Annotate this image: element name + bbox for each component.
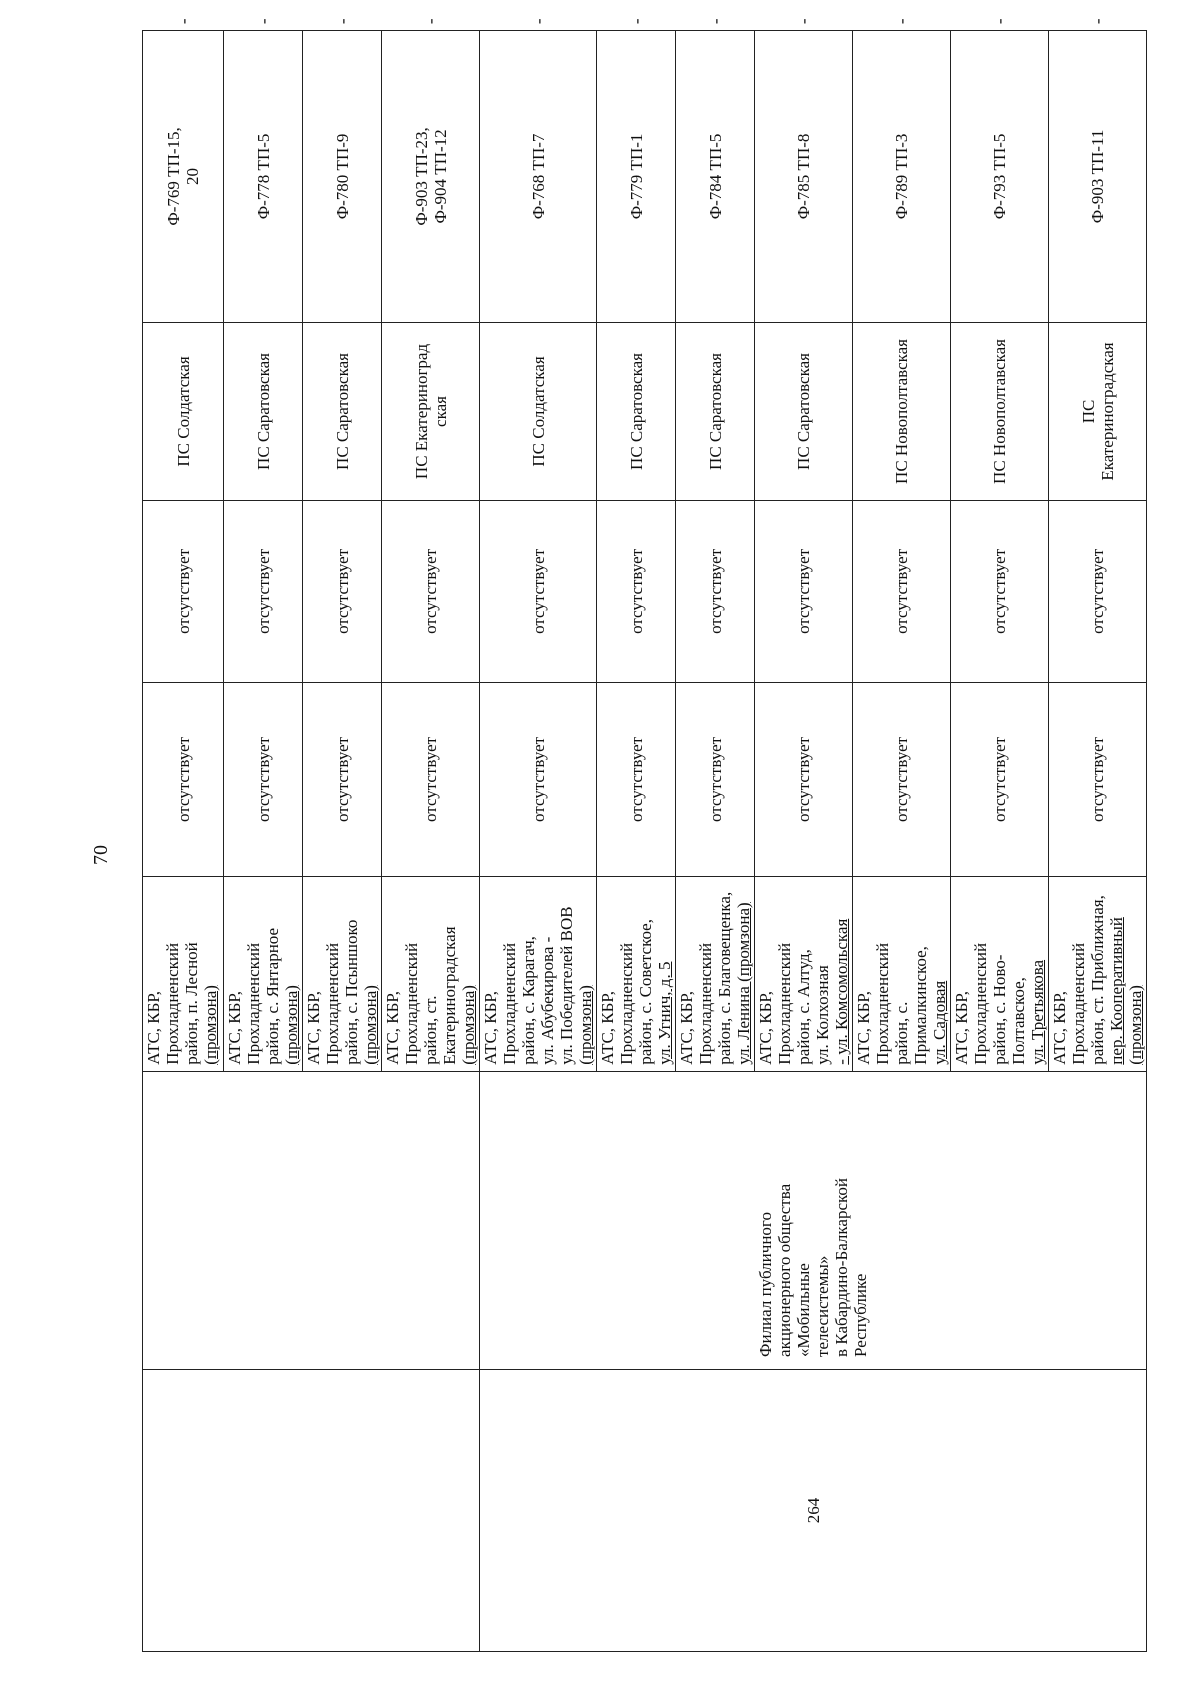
address-line: ул. Ленина (промзона) xyxy=(734,902,753,1065)
substation-line: ПС Саратовская xyxy=(794,353,813,470)
feeder-line: Ф-768 ТП-7 xyxy=(528,133,548,220)
feeder-line: Ф-903 ТП-11 xyxy=(1088,129,1107,224)
status-cell-b: отсутствует xyxy=(303,501,382,683)
substation-line: ПС Саратовская xyxy=(332,353,352,470)
address-cell xyxy=(382,877,480,1072)
feeder-line: Ф-904 ТП-12 xyxy=(430,129,450,224)
address-line: АТС, КБР, Прохладненский xyxy=(304,942,342,1065)
substation-cell xyxy=(382,322,480,500)
organization-line: Филиал публичного xyxy=(756,1212,775,1357)
substation-cell xyxy=(755,322,853,500)
address-line: ул. Победителей ВОВ xyxy=(557,906,576,1065)
address-line: район, с. Благовещенка, xyxy=(715,891,734,1065)
table-row xyxy=(143,31,224,1652)
substation-table xyxy=(142,18,1147,1652)
address-line: АТС, КБР, Прохладненский xyxy=(144,942,182,1065)
status-cell-a: отсутствует xyxy=(597,682,676,877)
substation-line: ПС Екатериноград xyxy=(411,343,431,480)
substation-line: ПС Саратовская xyxy=(253,353,273,470)
address-line: район, с. Ново-Полтавское, xyxy=(990,954,1028,1065)
substation-line: ПС Новополтавская xyxy=(892,339,911,484)
address-line: - ул. Комсомольская xyxy=(832,918,851,1065)
address-line: (промзона) xyxy=(201,985,220,1065)
substation-cell xyxy=(480,322,597,500)
substation-line: ПС Новополтавская xyxy=(990,339,1009,484)
substation-line: ПС Саратовская xyxy=(626,353,646,470)
feeder-cell xyxy=(755,31,853,323)
substation-line: ПС Саратовская xyxy=(705,353,725,470)
address-line: АТС, КБР, Прохладненский xyxy=(383,942,421,1065)
address-line: АТС, КБР, Прохладненский xyxy=(756,942,794,1065)
status-cell-b: отсутствует xyxy=(1049,501,1147,683)
status-cell-a: отсутствует xyxy=(676,682,755,877)
organization-line: в Кабардино-Балкарской xyxy=(832,1178,851,1357)
feeder-cell xyxy=(1049,31,1147,323)
feeder-cell xyxy=(597,31,676,323)
address-line: ул. Садовая xyxy=(930,980,949,1065)
status-cell-b: отсутствует xyxy=(676,501,755,683)
address-line: район, с. Карагач, xyxy=(519,936,538,1065)
feeder-cell xyxy=(951,31,1049,323)
status-cell-a: отсутствует xyxy=(1049,682,1147,877)
feeder-cell xyxy=(480,31,597,323)
organization-cell xyxy=(143,1071,480,1369)
organization-line: телесистемы» xyxy=(813,1255,832,1357)
feeder-line: Ф-784 ТП-5 xyxy=(705,133,725,220)
organization-line: «Мобильные xyxy=(794,1263,813,1357)
substation-line: ская xyxy=(430,396,450,427)
feeder-cell xyxy=(853,31,951,323)
address-line: район, ст. Приближная, xyxy=(1088,895,1107,1065)
address-line: район, с. Псыншоко xyxy=(342,919,361,1065)
substation-cell xyxy=(676,322,755,500)
status-cell-a: отсутствует xyxy=(303,682,382,877)
feeder-line: Ф-903 ТП-23, xyxy=(411,127,431,226)
address-line: АТС, КБР, Прохладненский xyxy=(598,942,636,1065)
address-line: район, п. Лесной xyxy=(182,942,201,1065)
substation-line: ПС Солдатская xyxy=(173,356,193,467)
address-cell xyxy=(1049,877,1147,1072)
status-cell-b: отсутствует xyxy=(951,501,1049,683)
substation-cell xyxy=(951,322,1049,500)
organization-line: акционерного общества xyxy=(775,1183,794,1357)
status-cell-a: отсутствует xyxy=(143,682,224,877)
address-cell xyxy=(303,877,382,1072)
entry-number-cell xyxy=(143,1369,480,1651)
address-cell xyxy=(951,877,1049,1072)
status-cell-b: отсутствует xyxy=(480,501,597,683)
substation-cell xyxy=(303,322,382,500)
feeder-cell xyxy=(224,31,303,323)
address-line: район, с. Советское, xyxy=(636,919,655,1065)
address-line: (промзона) xyxy=(361,985,380,1065)
address-line: АТС, КБР, Прохладненский xyxy=(1050,942,1088,1065)
status-cell-a: отсутствует xyxy=(224,682,303,877)
address-cell xyxy=(224,877,303,1072)
address-line: ул. Третьякова xyxy=(1028,959,1047,1065)
organization-line: Республике xyxy=(851,1273,870,1357)
address-line: (промзона) xyxy=(459,985,478,1065)
status-cell-b: отсутствует xyxy=(143,501,224,683)
address-line: район, с. Прималкинское, xyxy=(892,946,930,1065)
status-cell-a: отсутствует xyxy=(951,682,1049,877)
feeder-cell xyxy=(303,31,382,323)
feeder-line: Ф-778 ТП-5 xyxy=(253,133,273,220)
page-number: 70 xyxy=(89,845,112,865)
rotated-table-wrapper xyxy=(142,18,1145,1652)
substation-cell xyxy=(853,322,951,500)
substation-cell xyxy=(224,322,303,500)
substation-line: Екатериноградская xyxy=(1097,342,1117,481)
status-cell-a: отсутствует xyxy=(755,682,853,877)
address-line: ул. Угнич, д. 5 xyxy=(655,961,674,1065)
substation-line: ПС Солдатская xyxy=(528,356,548,467)
table-row xyxy=(480,31,597,1652)
address-line: АТС, КБР, Прохладненский xyxy=(225,942,263,1065)
address-line: район, с. Янтарное xyxy=(263,927,282,1065)
address-cell xyxy=(755,877,853,1072)
status-cell-b: отсутствует xyxy=(597,501,676,683)
substation-line: ПС xyxy=(1078,399,1098,424)
feeder-cell xyxy=(382,31,480,323)
entry-number-cell xyxy=(480,1369,1147,1651)
address-cell xyxy=(853,877,951,1072)
status-cell-a: отсутствует xyxy=(480,682,597,877)
address-line: АТС, КБР, Прохладненский xyxy=(677,942,715,1065)
status-cell-b: отсутствует xyxy=(755,501,853,683)
feeder-line: Ф-780 ТП-9 xyxy=(332,133,352,220)
entry-number: 264 xyxy=(803,1497,823,1524)
address-line: район, с. Алтуд, xyxy=(794,949,813,1065)
status-cell-a: отсутствует xyxy=(853,682,951,877)
feeder-line: Ф-779 ТП-1 xyxy=(626,133,646,220)
feeder-line: Ф-793 ТП-5 xyxy=(990,133,1009,220)
address-line: (промзона) xyxy=(576,985,595,1065)
organization-cell xyxy=(480,1071,1147,1369)
status-cell-b: отсутствует xyxy=(382,501,480,683)
address-line: АТС, КБР, Прохладненский xyxy=(481,942,519,1065)
feeder-cell xyxy=(143,31,224,323)
status-cell-b: отсутствует xyxy=(853,501,951,683)
address-line: (промзона) xyxy=(282,985,301,1065)
address-cell xyxy=(143,877,224,1072)
address-line: пер. Кооперативный (промзона) xyxy=(1107,917,1145,1065)
feeder-line: 20 xyxy=(183,167,202,185)
address-line: ул. Колхозная xyxy=(813,965,832,1065)
feeder-line: Ф-789 ТП-3 xyxy=(892,133,911,220)
address-cell xyxy=(676,877,755,1072)
feeder-line: Ф-769 ТП-15, xyxy=(164,127,183,226)
address-line: ул. Абубекирова - xyxy=(538,936,557,1065)
address-line: район, ст. Екатериноградская xyxy=(421,926,459,1065)
feeder-cell xyxy=(676,31,755,323)
table-body xyxy=(143,18,1147,1652)
address-cell xyxy=(480,877,597,1072)
address-cell xyxy=(597,877,676,1072)
substation-cell xyxy=(597,322,676,500)
status-cell-b: отсутствует xyxy=(224,501,303,683)
address-line: АТС, КБР, Прохладненский xyxy=(854,942,892,1065)
feeder-line: Ф-785 ТП-8 xyxy=(794,133,813,220)
address-line: АТС, КБР, Прохладненский xyxy=(952,942,990,1065)
substation-cell xyxy=(1049,322,1147,500)
status-cell-a: отсутствует xyxy=(382,682,480,877)
substation-cell xyxy=(143,322,224,500)
